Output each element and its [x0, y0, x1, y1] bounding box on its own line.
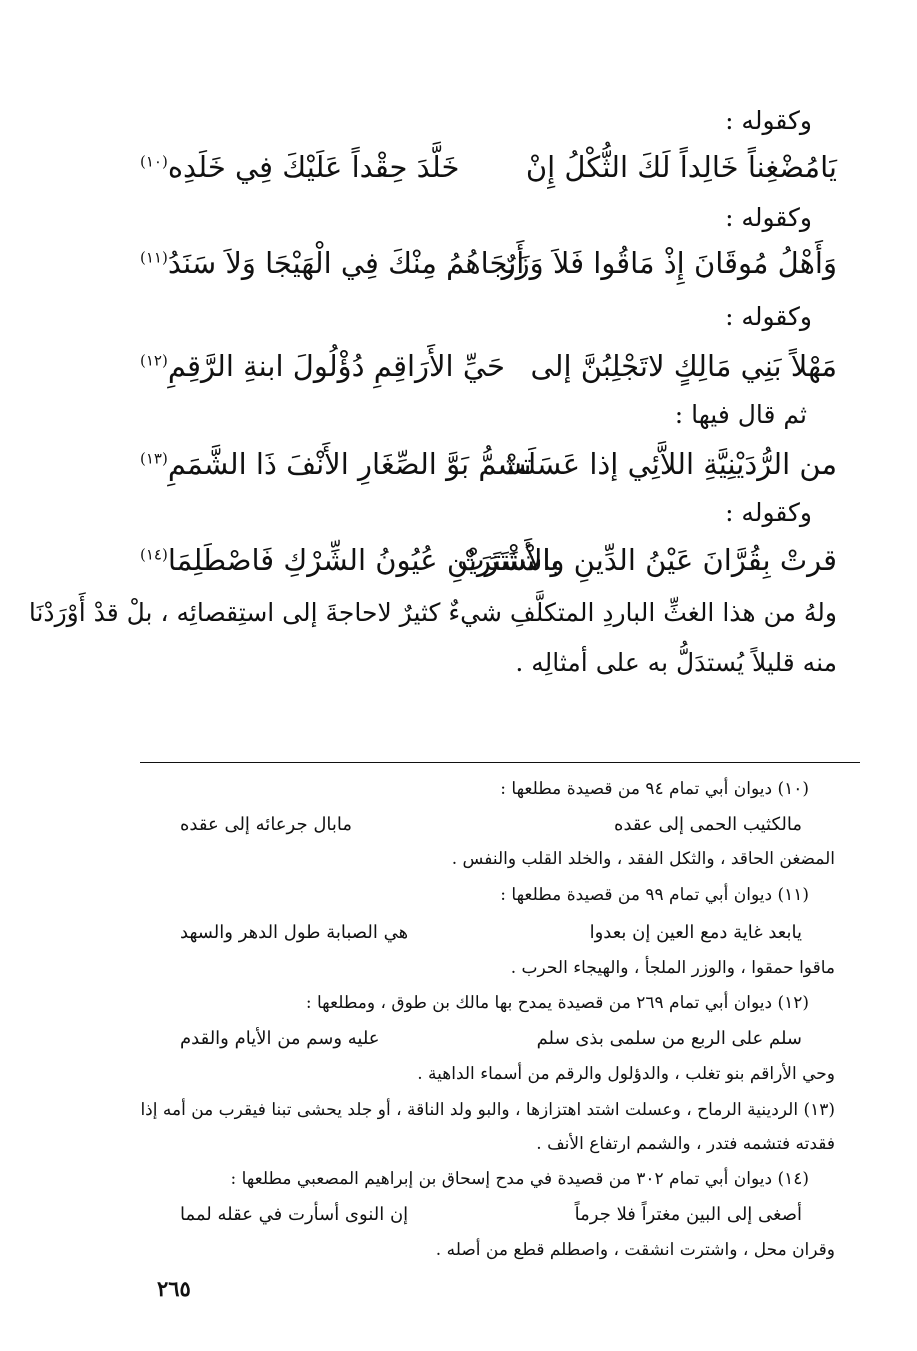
verse-line	[140, 349, 837, 389]
verse-hemistich-left	[140, 447, 532, 481]
verse-hemistich-right: قرتْ بِقُرَّانَ عَيْنُ الدِّينِ واشْتَتَرَتْ	[457, 543, 837, 577]
footnote-ref: (١٤)	[140, 545, 168, 564]
verse-line	[140, 246, 837, 286]
prose-paragraph-line: منه قليلاً يُستدَلُّ به على أمثالِه .	[515, 648, 837, 677]
verse-hemistich-left-text: حَيِّ الأَرَاقِمِ دُؤْلُولَ ابنةِ الرَّقِمِ	[167, 349, 505, 383]
footnote-text: وقران محل ، واشترت انشقت ، واصطلم قطع من أصله .	[435, 1240, 835, 1260]
verse-hemistich-right: يَامُضْغِناً خَالِداً لَكَ الثُّكْلُ إِنْ	[525, 150, 837, 184]
verse-hemistich-right: وَأَهْلُ مُوقَانَ إِذْ مَاقُوا فَلاَ وَزَرٌ	[501, 246, 837, 280]
verse-intro: وكقوله :	[725, 203, 812, 232]
footnote-verse	[180, 814, 802, 840]
verse-hemistich-right: من الرُّدَيْنِيَّةِ اللاَّئِي إذا عَسَلَتْ	[498, 447, 837, 481]
footnote-ref: (١١)	[140, 248, 168, 267]
footnote-verse-right: سلم على الربع من سلمى بذى سلم	[536, 1028, 802, 1049]
footnote-verse-left: هي الصبابة طول الدهر والسهد	[180, 922, 409, 943]
footnote-heading: (١٢) ديوان أبي تمام ٢٦٩ من قصيدة يمدح بها مالك بن طوق ، ومطلعها :	[305, 993, 809, 1013]
verse-intro: وكقوله :	[725, 498, 812, 527]
footnote-text: فقدته فتشمه فتدر ، والشمم ارتفاع الأنف .	[536, 1134, 835, 1154]
footnote-text: المضغن الحاقد ، والثكل الفقد ، والخلد القلب والنفس .	[451, 849, 835, 869]
footnote-verse-right: يابعد غاية دمع العين إن بعدوا	[589, 922, 802, 943]
verse-hemistich-right: مَهْلاً بَنِي مَالِكٍ لاتَجْلِبُنَّ إلى	[530, 349, 837, 383]
verse-hemistich-left	[140, 150, 459, 184]
verse-hemistich-left-text: أَنجَاهُمُ مِنْكَ فِي الْهَيْجَا وَلاَ سَنَدُ	[167, 246, 525, 280]
footnote-verse	[180, 1204, 802, 1230]
verse-line	[140, 447, 837, 487]
verse-intro: وكقوله :	[725, 302, 812, 331]
footnote-verse-left: مابال جرعائه إلى عقده	[180, 814, 353, 835]
footnote-verse	[180, 1028, 802, 1054]
verse-hemistich-left	[140, 246, 524, 280]
footnote-verse-right: مالكثيب الحمى إلى عقده	[614, 814, 802, 835]
verse-line	[140, 543, 837, 583]
footnote-heading: (١١) ديوان أبي تمام ٩٩ من قصيدة مطلعها :	[500, 885, 809, 905]
verse-hemistich-left-text: خَلَّدَ حِقْداً عَلَيْكَ فِي خَلَدِه	[167, 150, 460, 184]
footnote-text: (١٣) الردينية الرماح ، وعسلت اشتد اهتزازها ، والبو ولد الناقة ، أو جلد يحشى تبنا فيقرب من أمه إذا	[140, 1100, 835, 1120]
footnote-ref: (١٣)	[140, 449, 168, 468]
footnote-text: ماقوا حمقوا ، والوزر الملجأ ، والهيجاء الحرب .	[510, 958, 835, 978]
page-number: ٢٦٥	[157, 1276, 191, 1301]
verse-hemistich-left-text: تشمُّ بَوَّ الصِّغَارِ الأَنْفَ ذَا الشَّمَمِ	[167, 447, 532, 481]
prose-paragraph-line: ولهُ من هذا الغثِّ الباردِ المتكلَّفِ شيءٌ كثيرٌ لاحاجةَ إلى استِقصائِه ، بلْ قدْ أَوْرَدْنَا	[28, 598, 837, 627]
verse-intro: ثم قال فيها :	[674, 400, 807, 429]
footnote-ref: (١٠)	[140, 152, 168, 171]
footnote-separator	[140, 762, 860, 763]
verse-hemistich-left	[140, 349, 505, 383]
footnote-heading: (١٠) ديوان أبي تمام ٩٤ من قصيدة مطلعها :	[500, 779, 809, 799]
footnote-ref: (١٢)	[140, 351, 168, 370]
verse-hemistich-left-text: بالأَشْتَرَيْنِ عُيُونُ الشِّرْكِ فَاصْطَلِمَا	[167, 543, 560, 577]
footnote-heading: (١٤) ديوان أبي تمام ٣٠٢ من قصيدة في مدح إسحاق بن إبراهيم المصعبي مطلعها :	[230, 1169, 809, 1189]
verse-intro: وكقوله :	[725, 106, 812, 135]
footnote-verse-left: عليه وسم من الأيام والقدم	[180, 1028, 380, 1049]
footnote-verse-left: إن النوى أسأرت في عقله لمما	[180, 1204, 409, 1225]
verse-hemistich-left	[140, 543, 559, 577]
verse-line	[140, 150, 837, 190]
footnote-verse	[180, 922, 802, 948]
footnote-text: وحي الأراقم بنو تغلب ، والدؤلول والرقم من أسماء الداهية .	[417, 1064, 835, 1084]
footnote-verse-right: أصغى إلى البين مغتراً فلا جرماً	[574, 1204, 802, 1225]
